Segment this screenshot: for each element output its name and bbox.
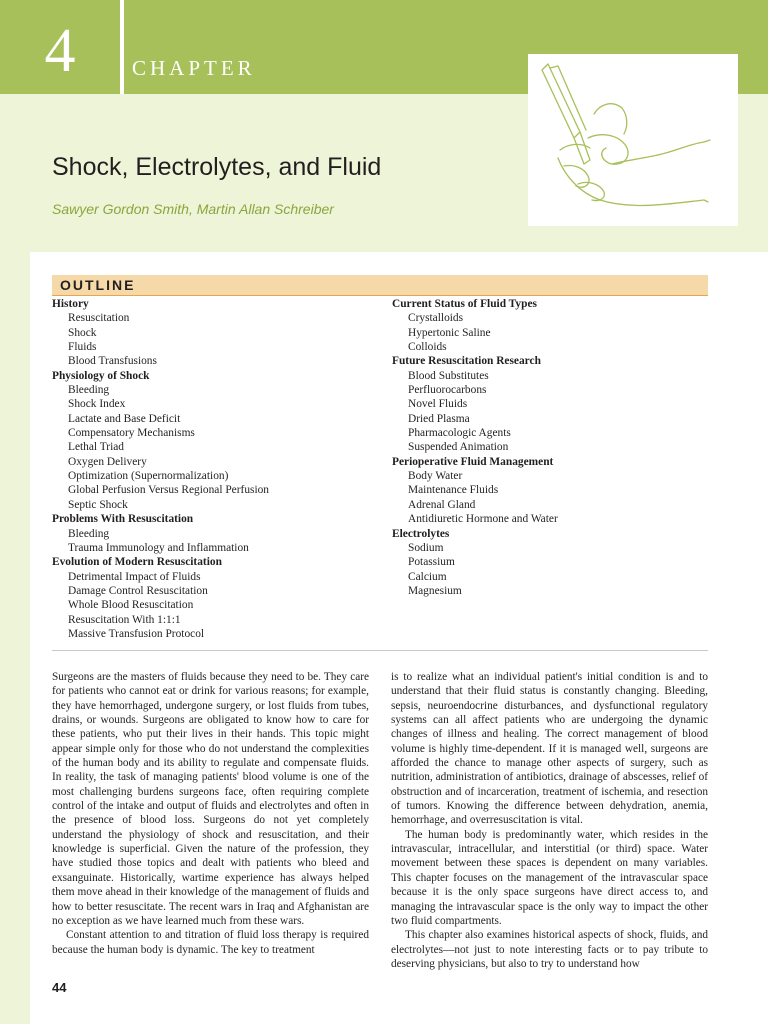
outline-item: Colloids [408,341,447,354]
outline-section: Physiology of Shock [52,369,150,382]
body-paragraph: The human body is predominantly water, which resides in the intravascular, intracellular, and interstitial (or third) space. Water movement between these spaces is dependent on many variables. This chapter focuses on the management of the intravascular space because it is the only space surgeons have direct access to, and managing the intravascular space is the only way to impact the other two fluid compartments. [391,828,708,927]
outline-item: Oxygen Delivery [68,455,147,468]
outline-item: Novel Fluids [408,398,468,411]
outline-item: Lactate and Base Deficit [68,412,181,425]
outline-item: Compensatory Mechanisms [68,427,195,440]
outline-item: Sodium [408,541,444,554]
outline-item: Resuscitation [68,312,130,325]
outline-item: Blood Substitutes [408,369,489,382]
body-paragraph: is to realize what an individual patient's initial condition is and to understand that their fluid status is constantly changing. Bleeding, sepsis, neuroendocrine disturbances, and dysfunctional regulatory systems can all affect patients who are undergoing the dynamic changes of illness and healing. The correct management of blood volume is highly time-dependent. If it is managed well, surgeons are afforded the chance to manage other aspects of surgery, such as nutrition, administration of antibiotics, drainage of abscesses, relief of obstruction and of incarceration, treatment of ischemia, and resection of tumors. Knowing the difference between dehydration, anemia, hemorrhage, and overresuscitation is vital. [391,671,708,827]
chapter-number: 4 [44,17,76,85]
left-margin-band [0,94,30,1024]
outline-item: Perfluorocarbons [408,384,487,397]
outline-item: Septic Shock [68,498,128,511]
hand-holding-forceps-icon [528,54,738,226]
outline-item: Optimization (Supernormalization) [68,470,229,483]
outline-section: History [52,298,89,310]
outline-label: OUTLINE [60,277,136,293]
chapter-authors: Sawyer Gordon Smith, Martin Allan Schreiber [52,201,334,217]
outline-item: Dried Plasma [408,412,470,425]
body-column-left [52,670,369,957]
chapter-number-box [0,0,120,94]
outline-item: Calcium [408,570,447,583]
outline-item: Adrenal Gland [408,498,476,511]
outline-item: Whole Blood Resuscitation [68,599,194,612]
outline-item: Bleeding [68,384,110,397]
header-divider [120,0,124,94]
outline-column-right [392,297,708,598]
outline-item: Massive Transfusion Protocol [68,627,205,640]
chapter-title: Shock, Electrolytes, and Fluid [52,153,382,181]
outline-divider [52,650,708,651]
body-paragraph: Constant attention to and titration of fluid loss therapy is required because the human body is dynamic. The key to treatment [52,929,369,956]
outline-section: Current Status of Fluid Types [392,298,537,310]
outline-item: Trauma Immunology and Inflammation [68,541,249,554]
body-paragraph: Surgeons are the masters of fluids because they need to be. They care for patients who cannot eat or drink for various reasons; for example, they have hemorrhaged, undergone surgery, or lost fluids from tubes, drains, or wounds. Surgeons are obligated to know how to care for these patients, who put their lives in their hands. This topic might appear simple only for those who do not understand the complexities of the human body and its ability to regulate and compensate fluids. In reality, the task of managing patients' blood volume is one of the most challenging burdens surgeons face, often requiring complete control of the intake and output of fluids and electrolytes and often in the presence of blood loss. Surgeons do not yet completely understand the physiology of shock and resuscitation, and their knowledge is superficial. Given the nature of the profession, they have studied those topics and dealt with patients who bleed and exsanguinate. Historically, wartime experience has always helped them move ahead in their knowledge of the management of fluids and how to better resuscitate. The recent wars in Iraq and Afghanistan are no exception as we have learned much from these wars. [52,671,369,927]
outline-item: Shock [68,326,97,339]
outline-item: Suspended Animation [408,441,509,454]
outline-item: Fluids [68,341,97,354]
outline-section: Problems With Resuscitation [52,513,194,526]
outline-item: Blood Transfusions [68,355,157,368]
outline-section: Perioperative Fluid Management [392,455,554,468]
outline-column-left [52,297,382,641]
outline-item: Global Perfusion Versus Regional Perfusion [68,484,270,497]
outline-item: Maintenance Fluids [408,484,499,497]
chapter-illustration [528,54,738,226]
body-column-right [391,670,708,971]
page-number: 44 [52,980,67,995]
outline-section: Evolution of Modern Resuscitation [52,556,222,569]
outline-item: Pharmacologic Agents [408,427,511,440]
outline-item: Resuscitation With 1:1:1 [68,613,181,626]
outline-item: Hypertonic Saline [408,326,491,339]
outline-item: Bleeding [68,527,110,540]
outline-item: Lethal Triad [68,441,125,454]
chapter-label: CHAPTER [132,56,256,80]
outline-item: Antidiuretic Hormone and Water [408,513,558,526]
outline-header-bar [52,275,708,296]
outline-item: Detrimental Impact of Fluids [68,570,201,583]
outline-item: Body Water [408,470,463,483]
body-paragraph: This chapter also examines historical aspects of shock, fluids, and electrolytes—not just to note interesting facts or to pay tribute to deserving physicians, but also to try to understand how [391,929,708,970]
outline-item: Damage Control Resuscitation [68,584,208,597]
outline-item: Potassium [408,556,455,569]
outline-item: Magnesium [408,584,462,597]
outline-section: Electrolytes [392,527,450,540]
outline-item: Shock Index [68,398,126,411]
outline-section: Future Resuscitation Research [392,355,541,368]
outline-item: Crystalloids [408,312,464,325]
